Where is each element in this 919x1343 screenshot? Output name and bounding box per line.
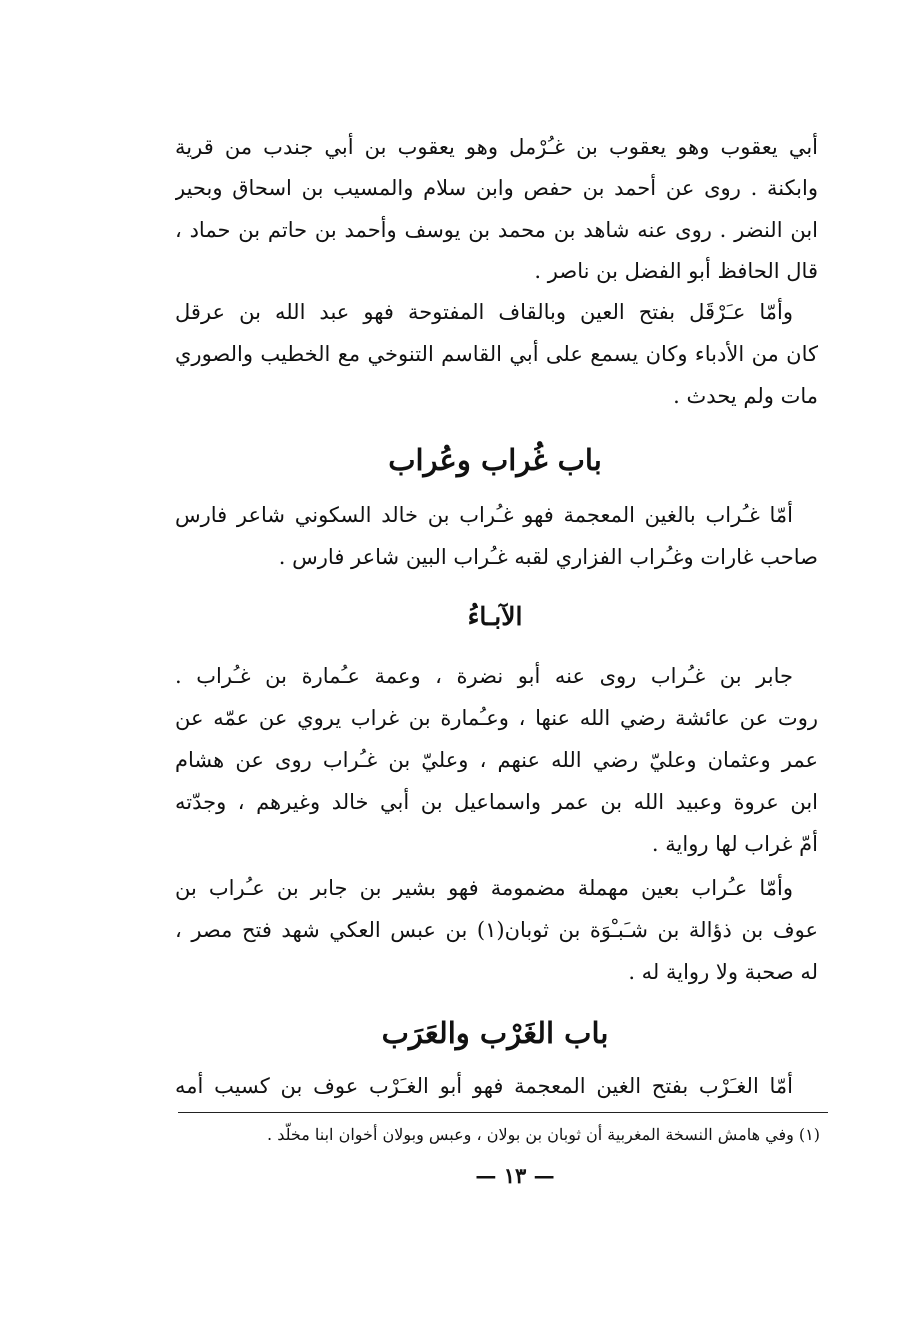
section-heading-gharb: باب الغَرْب والعَرَب (381, 1016, 609, 1050)
footnote-divider (178, 1112, 828, 1113)
text-line: مات ولم يحدث . (673, 384, 818, 408)
text-line: له صحبة ولا رواية له . (628, 960, 818, 984)
page-number: — ١٣ — (475, 1163, 555, 1188)
section-heading-ghurab: باب غُراب وعُراب (388, 443, 602, 477)
text-line: أمّا غـُراب بالغين المعجمة فهو غـُراب بن خالد السكوني شاعر فارس (175, 503, 793, 527)
paragraph-yaqub (175, 127, 818, 297)
text-line: عمر وعثمان وعليّ رضي الله عنهم ، وعليّ بن غـُراب روى عن هشام (175, 748, 818, 772)
paragraph-arqal (175, 292, 818, 422)
text-line: أمّ غراب لها رواية . (651, 832, 818, 856)
text-line: ابن عروة وعبيد الله بن عمر واسماعيل بن أبي خالد وغيرهم ، وجدّته (175, 790, 818, 814)
text-line: وأمّا عـَرْقَل بفتح العين وبالقاف المفتوحة فهو عبد الله بن عرقل (175, 300, 793, 324)
text-line: روت عن عائشة رضي الله عنها ، وعـُمارة بن غراب يروي عن عمّه عن (175, 706, 818, 730)
paragraph-urab (175, 868, 818, 998)
text-line: صاحب غارات وغـُراب الفزاري لقبه غـُراب البين شاعر فارس . (278, 545, 818, 569)
text-line: وأمّا عـُراب بعين مهملة مضمومة فهو بشير بن جابر بن عـُراب بن (175, 876, 793, 900)
section-heading-fathers: الآبـاءُ (467, 602, 523, 631)
text-line: قال الحافظ أبو الفضل بن ناصر . (534, 259, 818, 283)
text-line: أمّا الغـَرْب بفتح الغين المعجمة فهو أبو الغـَرْب عوف بن كسيب أمه (175, 1074, 793, 1098)
text-line: أبي يعقوب وهو يعقوب بن غـُرْمل وهو يعقوب بن أبي جندب من قرية (175, 135, 818, 159)
paragraph-ghurab (175, 495, 818, 585)
text-line: ابن النضر . روى عنه شاهد بن محمد بن يوسف وأحمد بن حاتم بن حماد ، (175, 218, 818, 242)
footnote: (١) وفي هامش النسخة المغربية أن ثوبان بن بولان ، وعبس وبولان أخوان ابنا مخلّد . (267, 1125, 820, 1144)
paragraph-gharb (175, 1066, 818, 1110)
text-line: وابكنة . روى عن أحمد بن حفص وابن سلام والمسيب بن اسحاق وبحير (175, 176, 818, 200)
text-line: عوف بن ذؤالة بن شـَبـْوَة بن ثوبان(١) بن عبس العكي شهد فتح مصر ، (175, 918, 818, 942)
paragraph-jabir (175, 656, 818, 866)
text-line: جابر بن غـُراب روى عنه أبو نضرة ، وعمة عـُمارة بن غـُراب . (175, 664, 793, 688)
text-line: كان من الأدباء وكان يسمع على أبي القاسم التنوخي مع الخطيب والصوري (175, 342, 818, 366)
